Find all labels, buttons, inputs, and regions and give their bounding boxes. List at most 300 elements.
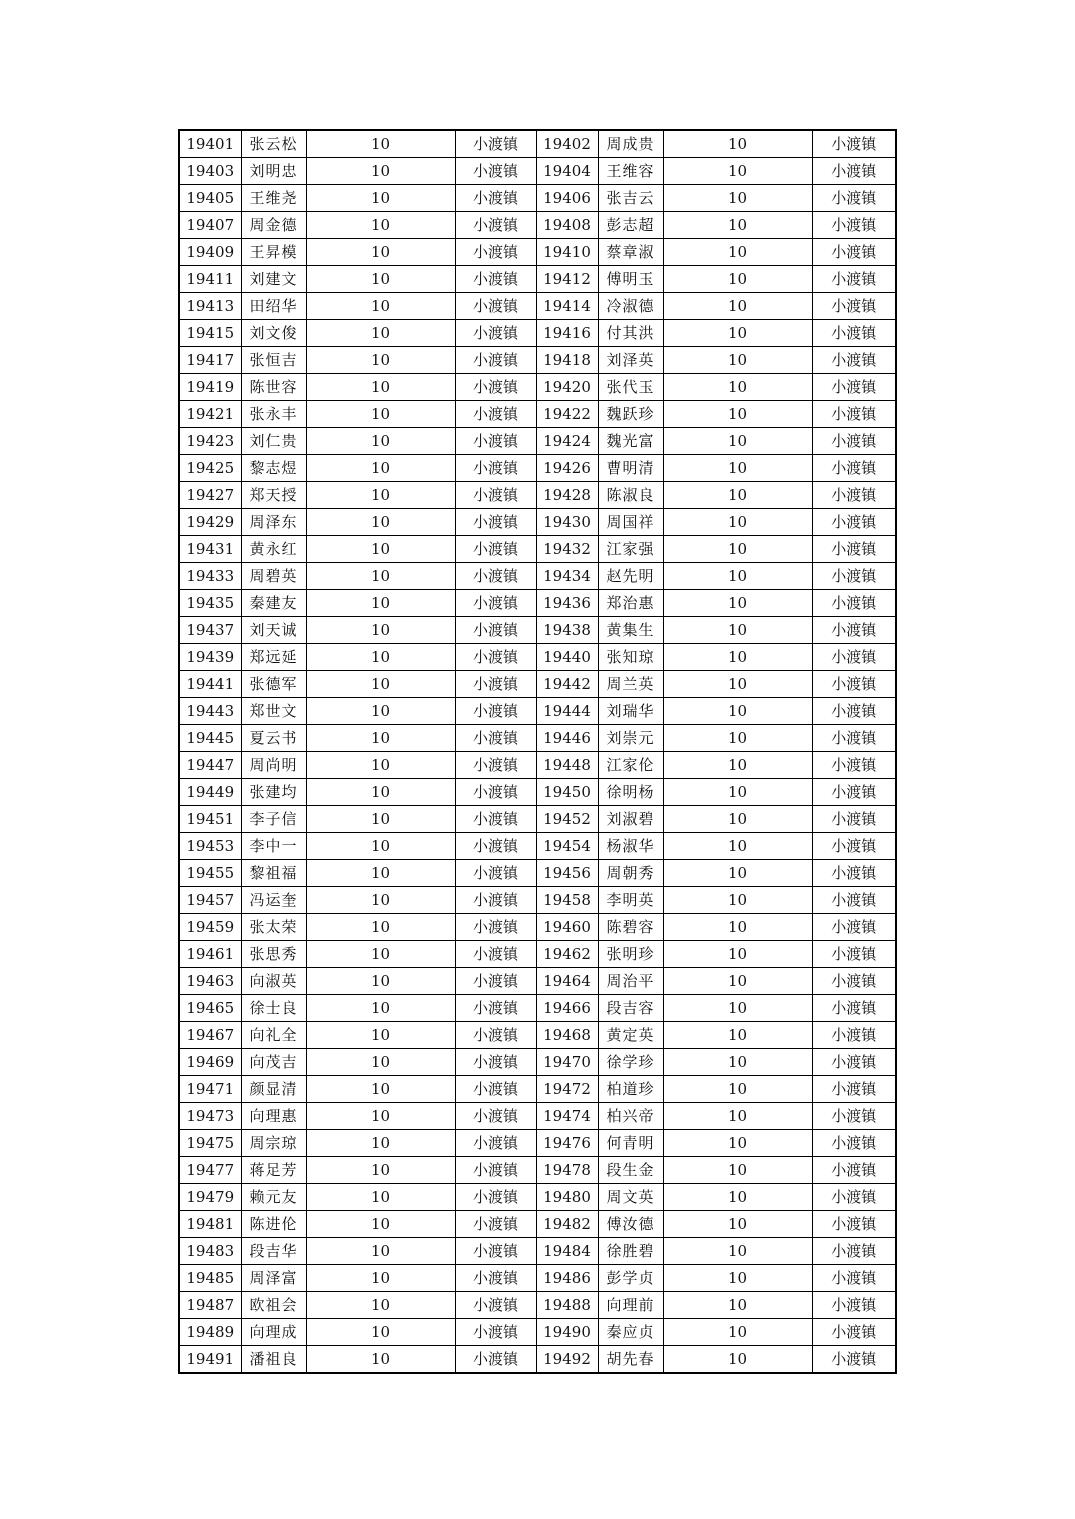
- right-person-name-cell: 陈淑良: [598, 482, 663, 509]
- right-amount-cell: 10: [663, 509, 812, 536]
- left-town-name-cell: 小渡镇: [455, 1049, 536, 1076]
- table-row: [179, 1103, 896, 1130]
- right-amount-cell: 10: [663, 833, 812, 860]
- table-row: [179, 130, 896, 158]
- right-town-name-cell: 小渡镇: [812, 806, 896, 833]
- right-person-name-cell: 江家伦: [598, 752, 663, 779]
- left-person-name-cell: 黄永红: [241, 536, 306, 563]
- table-row: [179, 887, 896, 914]
- left-amount-cell: 10: [306, 887, 455, 914]
- left-record-id-cell: 19403: [179, 158, 241, 185]
- left-record-id-cell: 19455: [179, 860, 241, 887]
- right-record-id-cell: 19472: [536, 1076, 598, 1103]
- left-record-id-cell: 19475: [179, 1130, 241, 1157]
- left-amount-cell: 10: [306, 1346, 455, 1374]
- right-amount-cell: 10: [663, 995, 812, 1022]
- left-amount-cell: 10: [306, 968, 455, 995]
- left-amount-cell: 10: [306, 1211, 455, 1238]
- left-record-id-cell: 19431: [179, 536, 241, 563]
- table-row: [179, 239, 896, 266]
- right-record-id-cell: 19414: [536, 293, 598, 320]
- right-town-name-cell: 小渡镇: [812, 1184, 896, 1211]
- left-record-id-cell: 19411: [179, 266, 241, 293]
- right-person-name-cell: 郑治惠: [598, 590, 663, 617]
- right-person-name-cell: 刘崇元: [598, 725, 663, 752]
- right-town-name-cell: 小渡镇: [812, 401, 896, 428]
- table-row: [179, 185, 896, 212]
- right-record-id-cell: 19474: [536, 1103, 598, 1130]
- left-person-name-cell: 向淑英: [241, 968, 306, 995]
- right-town-name-cell: 小渡镇: [812, 185, 896, 212]
- left-town-name-cell: 小渡镇: [455, 1022, 536, 1049]
- left-person-name-cell: 潘祖良: [241, 1346, 306, 1374]
- left-record-id-cell: 19491: [179, 1346, 241, 1374]
- left-amount-cell: 10: [306, 428, 455, 455]
- right-town-name-cell: 小渡镇: [812, 428, 896, 455]
- right-record-id-cell: 19422: [536, 401, 598, 428]
- right-town-name-cell: 小渡镇: [812, 1211, 896, 1238]
- right-amount-cell: 10: [663, 1346, 812, 1374]
- table-row: [179, 1022, 896, 1049]
- table-row: [179, 968, 896, 995]
- left-amount-cell: 10: [306, 590, 455, 617]
- right-town-name-cell: 小渡镇: [812, 590, 896, 617]
- table-row: [179, 833, 896, 860]
- right-town-name-cell: 小渡镇: [812, 968, 896, 995]
- left-amount-cell: 10: [306, 671, 455, 698]
- left-amount-cell: 10: [306, 509, 455, 536]
- right-amount-cell: 10: [663, 563, 812, 590]
- right-town-name-cell: 小渡镇: [812, 1076, 896, 1103]
- right-record-id-cell: 19430: [536, 509, 598, 536]
- left-person-name-cell: 张德军: [241, 671, 306, 698]
- table-row: [179, 158, 896, 185]
- right-amount-cell: 10: [663, 212, 812, 239]
- left-amount-cell: 10: [306, 455, 455, 482]
- left-record-id-cell: 19479: [179, 1184, 241, 1211]
- right-town-name-cell: 小渡镇: [812, 671, 896, 698]
- left-person-name-cell: 王昇模: [241, 239, 306, 266]
- right-record-id-cell: 19442: [536, 671, 598, 698]
- right-amount-cell: 10: [663, 482, 812, 509]
- right-town-name-cell: 小渡镇: [812, 1049, 896, 1076]
- left-record-id-cell: 19453: [179, 833, 241, 860]
- roster-body: [179, 130, 896, 1373]
- left-town-name-cell: 小渡镇: [455, 536, 536, 563]
- right-person-name-cell: 徐胜碧: [598, 1238, 663, 1265]
- left-record-id-cell: 19429: [179, 509, 241, 536]
- left-town-name-cell: 小渡镇: [455, 130, 536, 158]
- right-amount-cell: 10: [663, 1022, 812, 1049]
- right-record-id-cell: 19468: [536, 1022, 598, 1049]
- right-town-name-cell: 小渡镇: [812, 130, 896, 158]
- left-amount-cell: 10: [306, 347, 455, 374]
- right-record-id-cell: 19490: [536, 1319, 598, 1346]
- left-amount-cell: 10: [306, 833, 455, 860]
- right-record-id-cell: 19476: [536, 1130, 598, 1157]
- left-town-name-cell: 小渡镇: [455, 698, 536, 725]
- left-amount-cell: 10: [306, 1319, 455, 1346]
- right-record-id-cell: 19456: [536, 860, 598, 887]
- left-record-id-cell: 19405: [179, 185, 241, 212]
- table-row: [179, 1184, 896, 1211]
- table-row: [179, 1319, 896, 1346]
- left-person-name-cell: 向茂吉: [241, 1049, 306, 1076]
- left-person-name-cell: 郑世文: [241, 698, 306, 725]
- left-town-name-cell: 小渡镇: [455, 293, 536, 320]
- right-amount-cell: 10: [663, 1238, 812, 1265]
- right-record-id-cell: 19444: [536, 698, 598, 725]
- right-record-id-cell: 19446: [536, 725, 598, 752]
- table-row: [179, 563, 896, 590]
- left-amount-cell: 10: [306, 914, 455, 941]
- right-town-name-cell: 小渡镇: [812, 725, 896, 752]
- table-row: [179, 482, 896, 509]
- right-record-id-cell: 19480: [536, 1184, 598, 1211]
- left-amount-cell: 10: [306, 644, 455, 671]
- right-amount-cell: 10: [663, 347, 812, 374]
- left-person-name-cell: 张云松: [241, 130, 306, 158]
- left-person-name-cell: 秦建友: [241, 590, 306, 617]
- right-record-id-cell: 19464: [536, 968, 598, 995]
- right-person-name-cell: 段生金: [598, 1157, 663, 1184]
- right-town-name-cell: 小渡镇: [812, 995, 896, 1022]
- right-amount-cell: 10: [663, 1049, 812, 1076]
- left-town-name-cell: 小渡镇: [455, 806, 536, 833]
- left-town-name-cell: 小渡镇: [455, 968, 536, 995]
- right-town-name-cell: 小渡镇: [812, 1022, 896, 1049]
- right-town-name-cell: 小渡镇: [812, 1157, 896, 1184]
- table-row: [179, 509, 896, 536]
- right-amount-cell: 10: [663, 644, 812, 671]
- left-amount-cell: 10: [306, 1238, 455, 1265]
- left-record-id-cell: 19457: [179, 887, 241, 914]
- right-amount-cell: 10: [663, 428, 812, 455]
- left-amount-cell: 10: [306, 941, 455, 968]
- left-amount-cell: 10: [306, 995, 455, 1022]
- right-person-name-cell: 周朝秀: [598, 860, 663, 887]
- left-person-name-cell: 陈世容: [241, 374, 306, 401]
- left-person-name-cell: 刘天诚: [241, 617, 306, 644]
- left-amount-cell: 10: [306, 698, 455, 725]
- right-record-id-cell: 19454: [536, 833, 598, 860]
- left-person-name-cell: 田绍华: [241, 293, 306, 320]
- right-record-id-cell: 19424: [536, 428, 598, 455]
- right-amount-cell: 10: [663, 968, 812, 995]
- table-row: [179, 671, 896, 698]
- right-person-name-cell: 周兰英: [598, 671, 663, 698]
- right-amount-cell: 10: [663, 455, 812, 482]
- left-person-name-cell: 周宗琼: [241, 1130, 306, 1157]
- right-person-name-cell: 冷淑德: [598, 293, 663, 320]
- left-amount-cell: 10: [306, 1184, 455, 1211]
- right-person-name-cell: 傅明玉: [598, 266, 663, 293]
- left-record-id-cell: 19477: [179, 1157, 241, 1184]
- left-record-id-cell: 19415: [179, 320, 241, 347]
- right-town-name-cell: 小渡镇: [812, 1319, 896, 1346]
- right-record-id-cell: 19426: [536, 455, 598, 482]
- right-amount-cell: 10: [663, 158, 812, 185]
- right-town-name-cell: 小渡镇: [812, 1265, 896, 1292]
- left-record-id-cell: 19461: [179, 941, 241, 968]
- right-town-name-cell: 小渡镇: [812, 914, 896, 941]
- right-amount-cell: 10: [663, 266, 812, 293]
- left-town-name-cell: 小渡镇: [455, 1346, 536, 1374]
- left-person-name-cell: 向理惠: [241, 1103, 306, 1130]
- table-row: [179, 860, 896, 887]
- table-row: [179, 320, 896, 347]
- right-record-id-cell: 19436: [536, 590, 598, 617]
- right-record-id-cell: 19408: [536, 212, 598, 239]
- left-person-name-cell: 向理成: [241, 1319, 306, 1346]
- right-person-name-cell: 向理前: [598, 1292, 663, 1319]
- left-person-name-cell: 王维尧: [241, 185, 306, 212]
- left-record-id-cell: 19451: [179, 806, 241, 833]
- table-row: [179, 374, 896, 401]
- right-person-name-cell: 赵先明: [598, 563, 663, 590]
- right-amount-cell: 10: [663, 1292, 812, 1319]
- table-row: [179, 914, 896, 941]
- left-record-id-cell: 19485: [179, 1265, 241, 1292]
- right-person-name-cell: 柏道珍: [598, 1076, 663, 1103]
- right-amount-cell: 10: [663, 185, 812, 212]
- right-amount-cell: 10: [663, 374, 812, 401]
- right-record-id-cell: 19412: [536, 266, 598, 293]
- right-person-name-cell: 张吉云: [598, 185, 663, 212]
- left-amount-cell: 10: [306, 563, 455, 590]
- left-record-id-cell: 19445: [179, 725, 241, 752]
- right-town-name-cell: 小渡镇: [812, 1130, 896, 1157]
- left-record-id-cell: 19489: [179, 1319, 241, 1346]
- table-row: [179, 752, 896, 779]
- left-person-name-cell: 李子信: [241, 806, 306, 833]
- left-record-id-cell: 19483: [179, 1238, 241, 1265]
- left-amount-cell: 10: [306, 860, 455, 887]
- left-person-name-cell: 周金德: [241, 212, 306, 239]
- right-town-name-cell: 小渡镇: [812, 779, 896, 806]
- left-amount-cell: 10: [306, 158, 455, 185]
- right-record-id-cell: 19470: [536, 1049, 598, 1076]
- left-town-name-cell: 小渡镇: [455, 239, 536, 266]
- left-amount-cell: 10: [306, 266, 455, 293]
- left-person-name-cell: 欧祖会: [241, 1292, 306, 1319]
- right-town-name-cell: 小渡镇: [812, 698, 896, 725]
- right-town-name-cell: 小渡镇: [812, 266, 896, 293]
- right-person-name-cell: 周成贵: [598, 130, 663, 158]
- right-record-id-cell: 19402: [536, 130, 598, 158]
- right-person-name-cell: 傅汝德: [598, 1211, 663, 1238]
- right-town-name-cell: 小渡镇: [812, 1292, 896, 1319]
- table-row: [179, 428, 896, 455]
- left-town-name-cell: 小渡镇: [455, 482, 536, 509]
- right-town-name-cell: 小渡镇: [812, 158, 896, 185]
- left-person-name-cell: 周泽东: [241, 509, 306, 536]
- left-town-name-cell: 小渡镇: [455, 590, 536, 617]
- left-person-name-cell: 刘仁贵: [241, 428, 306, 455]
- right-record-id-cell: 19406: [536, 185, 598, 212]
- left-person-name-cell: 张太荣: [241, 914, 306, 941]
- left-town-name-cell: 小渡镇: [455, 1211, 536, 1238]
- left-town-name-cell: 小渡镇: [455, 671, 536, 698]
- left-town-name-cell: 小渡镇: [455, 1292, 536, 1319]
- table-row: [179, 455, 896, 482]
- table-row: [179, 995, 896, 1022]
- left-amount-cell: 10: [306, 1157, 455, 1184]
- table-row: [179, 1211, 896, 1238]
- right-record-id-cell: 19460: [536, 914, 598, 941]
- left-record-id-cell: 19481: [179, 1211, 241, 1238]
- right-town-name-cell: 小渡镇: [812, 1238, 896, 1265]
- left-person-name-cell: 夏云书: [241, 725, 306, 752]
- left-town-name-cell: 小渡镇: [455, 887, 536, 914]
- right-record-id-cell: 19428: [536, 482, 598, 509]
- left-record-id-cell: 19469: [179, 1049, 241, 1076]
- left-amount-cell: 10: [306, 617, 455, 644]
- left-person-name-cell: 张建均: [241, 779, 306, 806]
- right-record-id-cell: 19450: [536, 779, 598, 806]
- left-town-name-cell: 小渡镇: [455, 914, 536, 941]
- left-person-name-cell: 刘建文: [241, 266, 306, 293]
- left-amount-cell: 10: [306, 1022, 455, 1049]
- right-town-name-cell: 小渡镇: [812, 941, 896, 968]
- left-record-id-cell: 19437: [179, 617, 241, 644]
- left-amount-cell: 10: [306, 536, 455, 563]
- left-town-name-cell: 小渡镇: [455, 401, 536, 428]
- left-amount-cell: 10: [306, 293, 455, 320]
- right-amount-cell: 10: [663, 536, 812, 563]
- right-amount-cell: 10: [663, 1319, 812, 1346]
- left-town-name-cell: 小渡镇: [455, 779, 536, 806]
- left-person-name-cell: 蒋足芳: [241, 1157, 306, 1184]
- right-person-name-cell: 刘瑞华: [598, 698, 663, 725]
- right-person-name-cell: 江家强: [598, 536, 663, 563]
- right-amount-cell: 10: [663, 293, 812, 320]
- right-record-id-cell: 19484: [536, 1238, 598, 1265]
- right-record-id-cell: 19420: [536, 374, 598, 401]
- table-row: [179, 401, 896, 428]
- table-row: [179, 1049, 896, 1076]
- left-person-name-cell: 陈进伦: [241, 1211, 306, 1238]
- left-record-id-cell: 19407: [179, 212, 241, 239]
- left-town-name-cell: 小渡镇: [455, 1157, 536, 1184]
- right-person-name-cell: 张知琼: [598, 644, 663, 671]
- right-person-name-cell: 魏光富: [598, 428, 663, 455]
- table-row: [179, 266, 896, 293]
- left-record-id-cell: 19463: [179, 968, 241, 995]
- left-record-id-cell: 19443: [179, 698, 241, 725]
- left-record-id-cell: 19401: [179, 130, 241, 158]
- right-record-id-cell: 19482: [536, 1211, 598, 1238]
- right-record-id-cell: 19466: [536, 995, 598, 1022]
- right-person-name-cell: 曹明清: [598, 455, 663, 482]
- left-record-id-cell: 19449: [179, 779, 241, 806]
- right-person-name-cell: 李明英: [598, 887, 663, 914]
- right-person-name-cell: 周国祥: [598, 509, 663, 536]
- left-amount-cell: 10: [306, 1130, 455, 1157]
- left-person-name-cell: 周泽富: [241, 1265, 306, 1292]
- right-person-name-cell: 段吉容: [598, 995, 663, 1022]
- left-amount-cell: 10: [306, 239, 455, 266]
- left-record-id-cell: 19439: [179, 644, 241, 671]
- right-record-id-cell: 19404: [536, 158, 598, 185]
- right-amount-cell: 10: [663, 401, 812, 428]
- right-record-id-cell: 19452: [536, 806, 598, 833]
- table-row: [179, 644, 896, 671]
- table-row: [179, 347, 896, 374]
- right-record-id-cell: 19438: [536, 617, 598, 644]
- left-record-id-cell: 19467: [179, 1022, 241, 1049]
- left-person-name-cell: 赖元友: [241, 1184, 306, 1211]
- table-row: [179, 779, 896, 806]
- right-amount-cell: 10: [663, 941, 812, 968]
- right-town-name-cell: 小渡镇: [812, 833, 896, 860]
- left-amount-cell: 10: [306, 779, 455, 806]
- right-town-name-cell: 小渡镇: [812, 347, 896, 374]
- right-town-name-cell: 小渡镇: [812, 320, 896, 347]
- right-record-id-cell: 19440: [536, 644, 598, 671]
- table-row: [179, 293, 896, 320]
- right-person-name-cell: 胡先春: [598, 1346, 663, 1374]
- left-record-id-cell: 19425: [179, 455, 241, 482]
- right-person-name-cell: 蔡章淑: [598, 239, 663, 266]
- left-record-id-cell: 19435: [179, 590, 241, 617]
- right-record-id-cell: 19458: [536, 887, 598, 914]
- left-record-id-cell: 19447: [179, 752, 241, 779]
- right-person-name-cell: 黄定英: [598, 1022, 663, 1049]
- right-record-id-cell: 19434: [536, 563, 598, 590]
- right-record-id-cell: 19462: [536, 941, 598, 968]
- right-person-name-cell: 张代玉: [598, 374, 663, 401]
- right-amount-cell: 10: [663, 1265, 812, 1292]
- left-amount-cell: 10: [306, 752, 455, 779]
- left-town-name-cell: 小渡镇: [455, 995, 536, 1022]
- left-town-name-cell: 小渡镇: [455, 428, 536, 455]
- table-row: [179, 212, 896, 239]
- table-row: [179, 617, 896, 644]
- left-town-name-cell: 小渡镇: [455, 1103, 536, 1130]
- right-amount-cell: 10: [663, 779, 812, 806]
- left-town-name-cell: 小渡镇: [455, 563, 536, 590]
- right-amount-cell: 10: [663, 806, 812, 833]
- right-amount-cell: 10: [663, 914, 812, 941]
- table-row: [179, 1292, 896, 1319]
- left-record-id-cell: 19409: [179, 239, 241, 266]
- right-amount-cell: 10: [663, 590, 812, 617]
- right-amount-cell: 10: [663, 698, 812, 725]
- left-amount-cell: 10: [306, 1049, 455, 1076]
- left-person-name-cell: 冯运奎: [241, 887, 306, 914]
- left-town-name-cell: 小渡镇: [455, 941, 536, 968]
- left-person-name-cell: 张思秀: [241, 941, 306, 968]
- left-person-name-cell: 颜显清: [241, 1076, 306, 1103]
- right-amount-cell: 10: [663, 1076, 812, 1103]
- right-town-name-cell: 小渡镇: [812, 1103, 896, 1130]
- left-town-name-cell: 小渡镇: [455, 644, 536, 671]
- right-record-id-cell: 19416: [536, 320, 598, 347]
- left-record-id-cell: 19433: [179, 563, 241, 590]
- right-town-name-cell: 小渡镇: [812, 644, 896, 671]
- left-record-id-cell: 19465: [179, 995, 241, 1022]
- right-town-name-cell: 小渡镇: [812, 509, 896, 536]
- right-person-name-cell: 付其洪: [598, 320, 663, 347]
- left-person-name-cell: 刘明忠: [241, 158, 306, 185]
- right-record-id-cell: 19486: [536, 1265, 598, 1292]
- right-amount-cell: 10: [663, 860, 812, 887]
- right-record-id-cell: 19432: [536, 536, 598, 563]
- left-person-name-cell: 徐士良: [241, 995, 306, 1022]
- left-amount-cell: 10: [306, 1103, 455, 1130]
- left-amount-cell: 10: [306, 130, 455, 158]
